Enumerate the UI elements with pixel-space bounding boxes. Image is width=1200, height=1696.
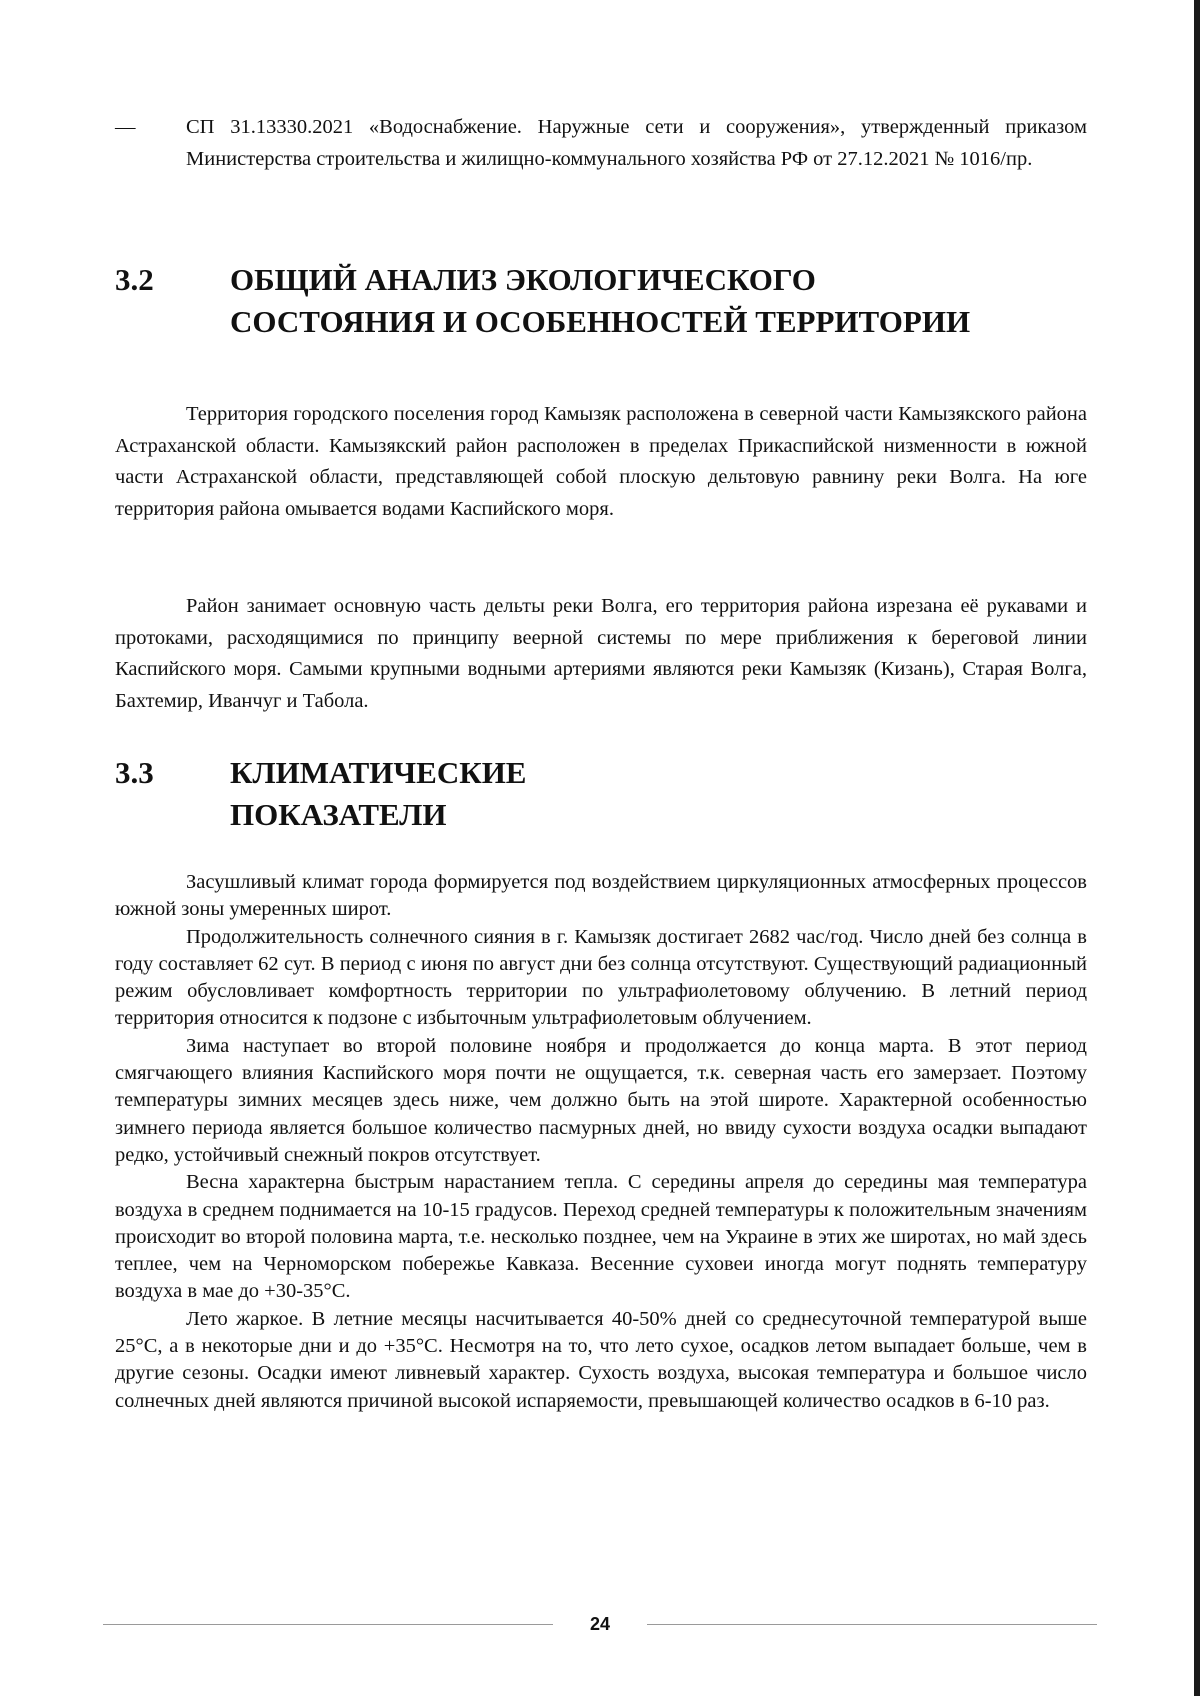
section-heading-3-2 <box>115 259 1087 343</box>
list-item-text: СП 31.13330.2021 «Водоснабжение. Наружные сети и сооружения», утвержденный приказом Министерства строительства и жилищно-коммунального хозяйства РФ от 27.12.2021 № 1016/пр. <box>186 116 1087 170</box>
paragraph: Засушливый климат города формируется под воздействием циркуляционных атмосферных процессов южной зоны умеренных широт. <box>115 871 1087 921</box>
section-number: 3.2 <box>115 262 154 297</box>
page-edge <box>1194 0 1200 1696</box>
section-title-line: КЛИМАТИЧЕСКИЕ <box>230 755 527 790</box>
section-title-line: ОБЩИЙ АНАЛИЗ ЭКОЛОГИЧЕСКОГО <box>230 262 816 297</box>
list-item <box>115 112 1087 175</box>
section-number: 3.3 <box>115 755 154 790</box>
paragraph: Продолжительность солнечного сияния в г. Камызяк достигает 2682 час/год. Число дней без солнца в году составляет 62 сут. В период с июня по август дни без солнца отсутствуют. Существующий радиационный режим обусловливает комфортность территории по ультрафиолетовому облучению. В летний период территория относится к подзоне с избыточным ультрафиолетовым облучением. <box>115 925 1087 1030</box>
footer-rule <box>103 1624 553 1625</box>
list-dash: — <box>115 116 136 138</box>
footer-rule <box>647 1624 1097 1625</box>
paragraph: Зима наступает во второй половине ноября и продолжается до конца марта. В этот период смягчающего влияния Каспийского моря почти не ощущается, т.к. северная часть его замерзает. Поэтому температуры зимних месяцев здесь ниже, чем должно быть на этой широте. Характерной особенностью зимнего периода является большое количество пасмурных дней, но ввиду сухости воздуха осадки выпадают редко, устойчивый снежный покров отсутствует. <box>115 1034 1087 1166</box>
section-heading-3-3 <box>115 752 1087 836</box>
climate-section-body <box>115 869 1087 1415</box>
paragraph: Весна характерна быстрым нарастанием тепла. С середины апреля до середины мая температура воздуха в среднем поднимается на 10-15 градусов. Переход средней температуры к положительным значениям происходит во второй половина марта, т.е. несколько позднее, чем на Украине в этих же широтах, но май здесь теплее, чем на Черноморском побережье Кавказа. Весенние суховеи иногда могут поднять температуру воздуха в мае до +30-35°С. <box>115 1171 1087 1303</box>
section-title-line: СОСТОЯНИЯ И ОСОБЕННОСТЕЙ ТЕРРИТОРИИ <box>230 304 971 339</box>
page-footer <box>103 1612 1097 1636</box>
paragraph: Территория городского поселения город Камызяк расположена в северной части Камызякского района Астраханской области. Камызякский район расположен в пределах Прикаспийской низменности в южной части Астраханской области, представляющей собой плоскую дельтовую равнину реки Волга. На юге территория района омывается водами Каспийского моря. <box>115 403 1087 520</box>
paragraph: Район занимает основную часть дельты реки Волга, его территория района изрезана её рукавами и протоками, расходящимися по принципу веерной системы по мере приближения к береговой линии Каспийского моря. Самыми крупными водными артериями являются реки Камызяк (Кизань), Старая Волга, Бахтемир, Иванчуг и Табола. <box>115 595 1087 712</box>
section-title-line: ПОКАЗАТЕЛИ <box>230 797 447 832</box>
paragraph: Лето жаркое. В летние месяцы насчитывается 40-50% дней со среднесуточной температурой выше 25°С, а в некоторые дни и до +35°С. Несмотря на то, что лето сухое, осадков летом выпадает больше, чем в другие сезоны. Осадки имеют ливневый характер. Сухость воздуха, высокая температура и большое число солнечных дней являются причиной высокой испаряемости, превышающей количество осадков в 6-10 раз. <box>115 1307 1087 1412</box>
page-number: 24 <box>589 1614 611 1634</box>
